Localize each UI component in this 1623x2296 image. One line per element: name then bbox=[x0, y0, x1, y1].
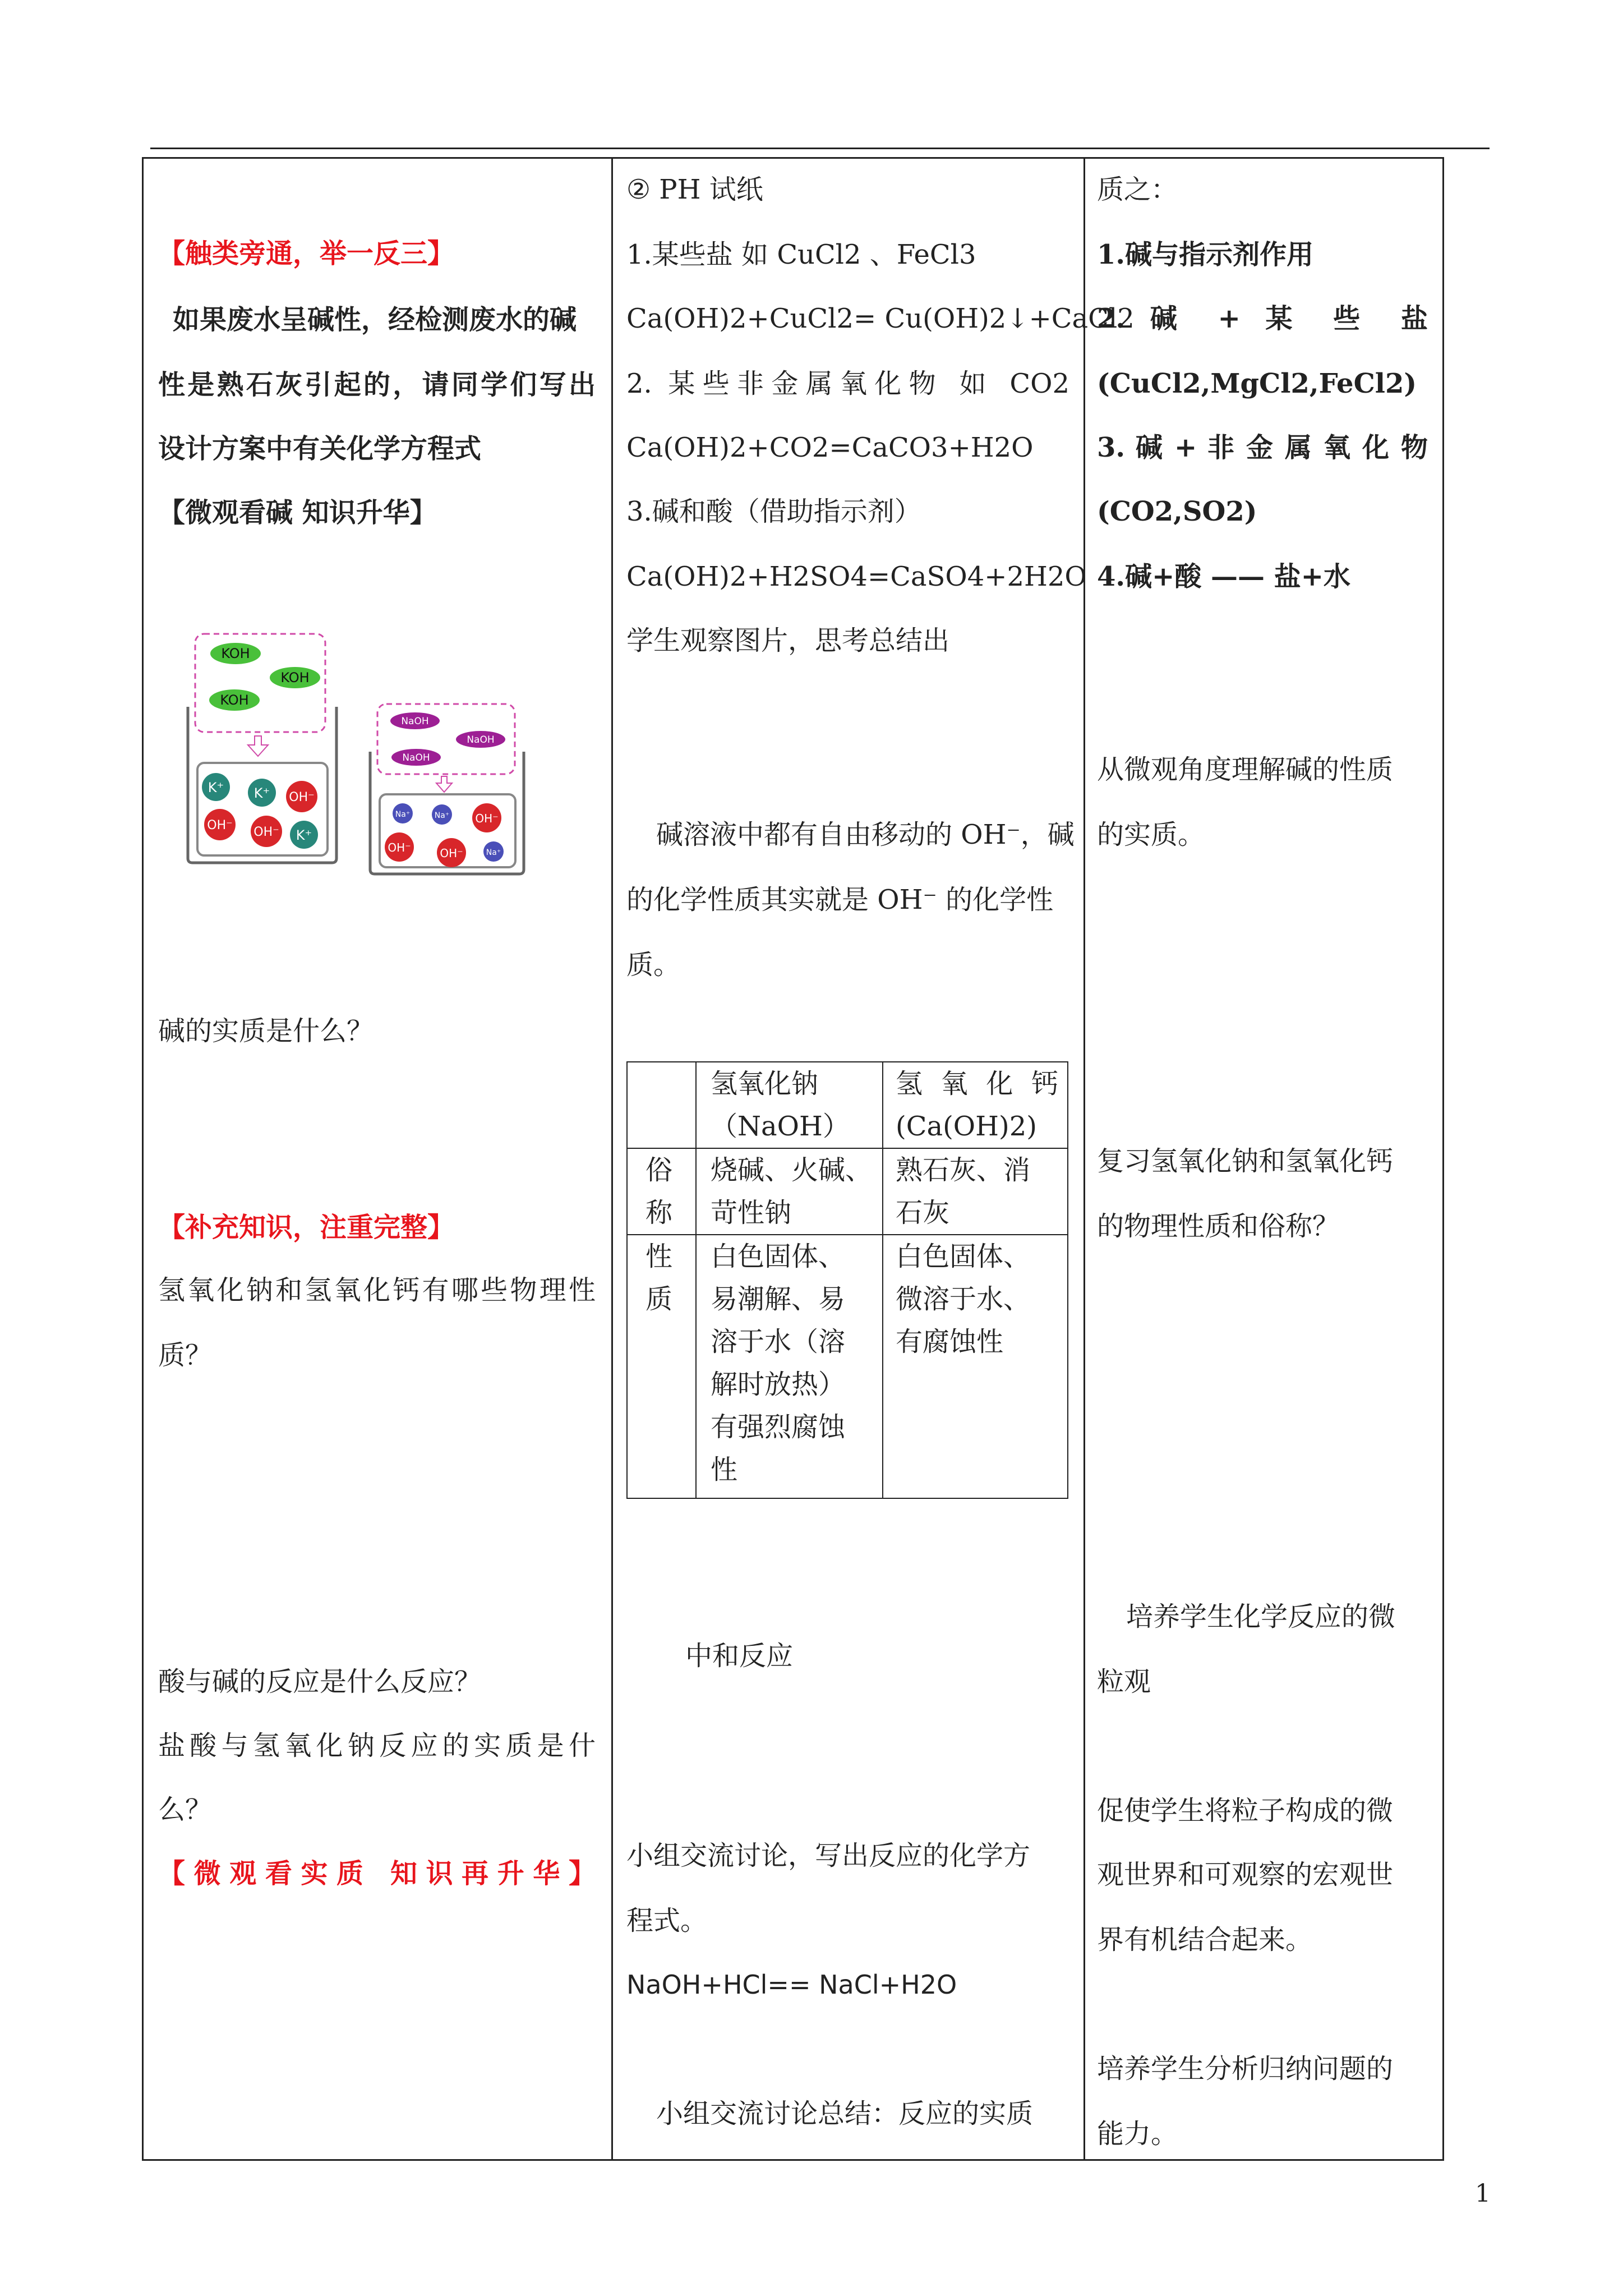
neutralization-text: 中和反应 bbox=[685, 1640, 794, 1672]
down-arrow-icon bbox=[248, 736, 268, 756]
para-physical-line2: 质？ bbox=[158, 1340, 213, 1371]
na-ion-label: Na⁺ bbox=[486, 848, 501, 857]
base-ions-diagram bbox=[185, 628, 533, 892]
aim-world-line1: 促使学生将粒子构成的微 bbox=[1097, 1795, 1394, 1826]
caoh2-property-2: 微溶于水、 bbox=[896, 1283, 1031, 1315]
equation-neutralization: NaOH+HCl== NaCl+H2O bbox=[626, 1970, 957, 2000]
column-divider-1 bbox=[611, 159, 613, 2159]
naoh-property-1: 白色固体、 bbox=[711, 1241, 846, 1272]
na-ion-label: Na⁺ bbox=[434, 811, 450, 820]
para-physical-line1: 氢氧化钠和氢氧化钙有哪些物理性 bbox=[158, 1274, 596, 1306]
koh-label: KOH bbox=[280, 670, 310, 685]
summary-text: 小组交流讨论总结：反应的实质 bbox=[656, 2098, 1034, 2129]
naoh-property-2: 易潮解、易 bbox=[711, 1283, 846, 1315]
aim-particle-line2: 粒观 bbox=[1097, 1666, 1151, 1697]
equation-cucl2: Ca(OH)2+CuCl2= Cu(OH)2↓+CaCl2 bbox=[626, 303, 1135, 334]
para-wastewater-line3: 设计方案中有关化学方程式 bbox=[158, 433, 482, 464]
row-common-name-label-2: 称 bbox=[645, 1197, 673, 1228]
header-caoh2-line2: (Ca(OH)2) bbox=[896, 1111, 1037, 1142]
question-reaction-type: 酸与碱的反应是什么反应？ bbox=[158, 1666, 482, 1697]
oh-para-line3: 质。 bbox=[626, 949, 681, 981]
caoh2-property-1: 白色固体、 bbox=[896, 1241, 1031, 1272]
header-naoh-line1: 氢氧化钠 bbox=[711, 1068, 819, 1099]
row-properties-label-1: 性 bbox=[645, 1241, 673, 1272]
property-4: 4.碱+酸 —— 盐+水 bbox=[1097, 561, 1350, 592]
naoh-property-6: 性 bbox=[711, 1454, 738, 1485]
row-common-name-label-1: 俗 bbox=[645, 1154, 673, 1186]
koh-label: KOH bbox=[221, 646, 250, 661]
naoh-label: NaOH bbox=[402, 752, 430, 763]
aim-world-line2: 观世界和可观察的宏观世 bbox=[1097, 1859, 1394, 1890]
oh-ion-label: OH⁻ bbox=[475, 812, 499, 825]
aim-micro-line1: 从微观角度理解碱的性质 bbox=[1097, 754, 1394, 785]
discuss-line2: 程式。 bbox=[626, 1905, 708, 1936]
right-intro: 质之： bbox=[1097, 174, 1178, 205]
aim-world-line3: 界有机结合起来。 bbox=[1097, 1924, 1313, 1955]
naoh-property-5: 有强烈腐蚀 bbox=[711, 1411, 846, 1443]
salt-heading: 1.某些盐 如 CuCl2 、FeCl3 bbox=[626, 239, 976, 270]
naoh-label: NaOH bbox=[401, 716, 429, 727]
aim-analysis-line2: 能力。 bbox=[1097, 2118, 1178, 2150]
discuss-line1: 小组交流讨论，写出反应的化学方 bbox=[626, 1840, 1031, 1871]
naoh-common-name-1: 烧碱、火碱、 bbox=[711, 1154, 873, 1186]
oh-para-line2: 的化学性质其实就是 OH⁻ 的化学性 bbox=[626, 884, 1054, 915]
para-essence-line2: 么？ bbox=[158, 1794, 213, 1825]
observe-text: 学生观察图片，思考总结出 bbox=[626, 625, 950, 656]
oh-ion-label: OH⁻ bbox=[207, 818, 233, 832]
property-2: 2. 碱 + 某 些 盐 bbox=[1097, 303, 1428, 334]
equation-co2: Ca(OH)2+CO2=CaCO3+H2O bbox=[626, 432, 1034, 463]
down-arrow-icon bbox=[436, 776, 452, 792]
equation-h2so4: Ca(OH)2+H2SO4=CaSO4+2H2O bbox=[626, 561, 1087, 592]
aim-review-line1: 复习氢氧化钠和氢氧化钙 bbox=[1097, 1145, 1394, 1177]
column-divider-2 bbox=[1083, 159, 1085, 2159]
property-3: 3. 碱 + 非 金 属 氧 化 物 bbox=[1097, 432, 1428, 463]
heading-micro-base: 【微观看碱 知识升华】 bbox=[158, 497, 437, 528]
naoh-property-4: 解时放热） bbox=[711, 1369, 846, 1400]
row-properties-label-2: 质 bbox=[645, 1283, 673, 1315]
aim-particle-line1: 培养学生化学反应的微 bbox=[1126, 1601, 1396, 1632]
page-number: 1 bbox=[1475, 2179, 1491, 2208]
k-ion-label: K⁺ bbox=[296, 827, 312, 843]
header-naoh-line2: （NaOH） bbox=[711, 1111, 850, 1142]
oh-ion-label: OH⁻ bbox=[388, 841, 411, 854]
naoh-property-3: 溶于水（溶 bbox=[711, 1326, 846, 1358]
heading-supplement: 【补充知识，注重完整】 bbox=[158, 1212, 455, 1243]
oh-ion-label: OH⁻ bbox=[253, 825, 279, 839]
property-3-detail: (CO2,SO2) bbox=[1097, 496, 1257, 527]
property-1: 1.碱与指示剂作用 bbox=[1097, 239, 1314, 270]
header-caoh2-line1: 氢 氧 化 钙 bbox=[896, 1068, 1058, 1099]
para-essence-line1: 盐酸与氢氧化钠反应的实质是什 bbox=[158, 1730, 596, 1761]
question-essence: 碱的实质是什么？ bbox=[158, 1015, 374, 1047]
table-col-divider bbox=[695, 1062, 697, 1498]
naoh-label: NaOH bbox=[467, 734, 495, 746]
oh-para-line1: 碱溶液中都有自由移动的 OH⁻，碱 bbox=[656, 819, 1075, 850]
para-wastewater-line1: 如果废水呈碱性，经检测废水的碱 bbox=[173, 304, 577, 335]
na-ion-label: Na⁺ bbox=[395, 810, 411, 819]
oh-ion-label: OH⁻ bbox=[289, 790, 315, 804]
header-rule bbox=[150, 148, 1490, 149]
naoh-common-name-2: 苛性钠 bbox=[711, 1197, 792, 1228]
property-2-detail: (CuCl2,MgCl2,FeCl2) bbox=[1097, 368, 1417, 399]
naoh-beaker bbox=[370, 704, 524, 874]
properties-table bbox=[626, 1061, 1068, 1499]
aim-analysis-line1: 培养学生分析归纳问题的 bbox=[1097, 2053, 1394, 2085]
oh-ion-label: OH⁻ bbox=[440, 846, 463, 860]
koh-label: KOH bbox=[220, 692, 249, 708]
k-ion-label: K⁺ bbox=[253, 785, 270, 801]
table-col-divider bbox=[882, 1062, 883, 1498]
heading-micro-essence: 【微观看实质 知识再升华】 bbox=[158, 1858, 596, 1889]
koh-beaker bbox=[188, 634, 336, 863]
acid-heading: 3.碱和酸（借助指示剂） bbox=[626, 496, 921, 527]
caoh2-common-name-1: 熟石灰、消 bbox=[896, 1154, 1031, 1186]
heading-analogy: 【触类旁通，举一反三】 bbox=[158, 238, 455, 269]
aim-micro-line2: 的实质。 bbox=[1097, 819, 1205, 850]
ph-paper: ② PH 试纸 bbox=[626, 174, 763, 205]
caoh2-common-name-2: 石灰 bbox=[896, 1197, 950, 1228]
para-wastewater-line2: 性是熟石灰引起的，请同学们写出 bbox=[158, 369, 596, 401]
k-ion-label: K⁺ bbox=[208, 780, 224, 795]
aim-review-line2: 的物理性质和俗称？ bbox=[1097, 1211, 1340, 1242]
caoh2-property-3: 有腐蚀性 bbox=[896, 1326, 1004, 1358]
oxide-heading: 2. 某些非金属氧化物 如 CO2 bbox=[626, 368, 1069, 399]
